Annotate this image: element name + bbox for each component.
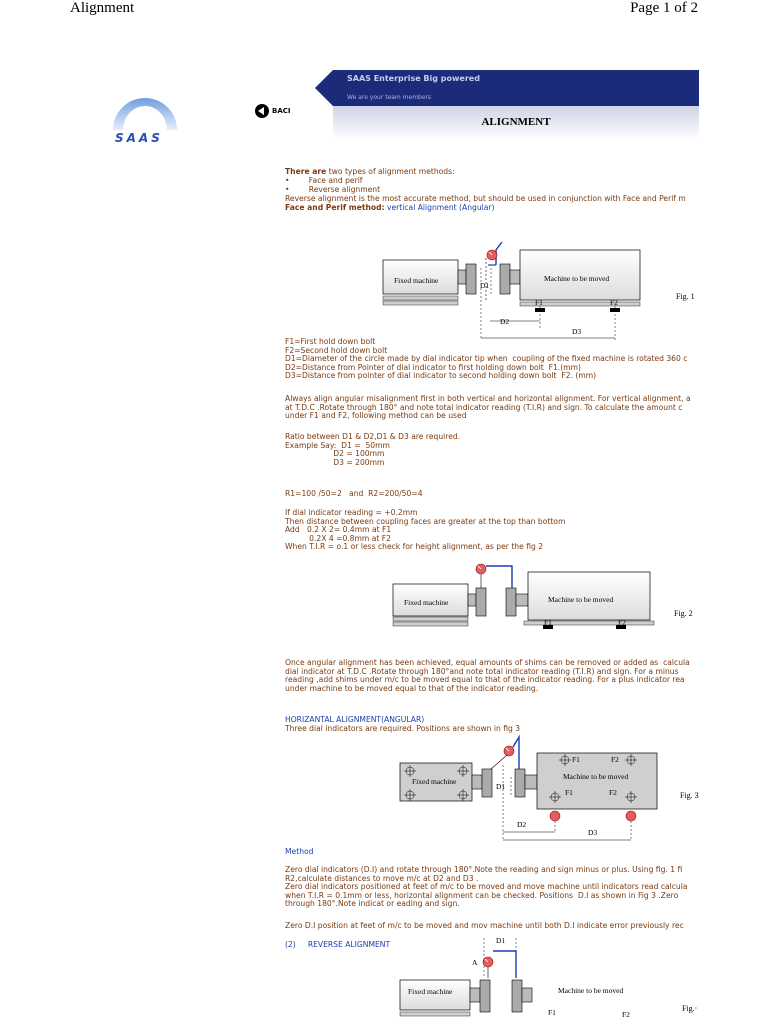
fig3-d3-label: D3 <box>588 828 598 837</box>
fig3-d2-label: D2 <box>517 820 527 829</box>
method-heading: Method <box>285 847 314 856</box>
paragraph-line: at T.D.C .Rotate through 180° and note total indicator reading (T.I.R) and sign. To calculate the amount c <box>285 402 683 412</box>
angular-paragraph <box>285 395 691 421</box>
paragraph-line: Once angular alignment has been achieved, equal amounts of shims can be removed or added as calcula <box>285 658 690 667</box>
fig1-f1-label: F1 <box>535 298 543 307</box>
back-button[interactable] <box>255 104 291 118</box>
fig1-f2-label: F2 <box>610 298 618 307</box>
method-line: through 180°.Note indicat or eading and sign. <box>285 899 460 909</box>
definition-line: D3=Distance from pointer of dial indicator to second holding down bolt F2. (mm) <box>285 371 597 381</box>
banner-title: ALIGNMENT <box>481 116 551 128</box>
fig4-d1-label: D1 <box>496 936 506 945</box>
ratio-line: D3 = 200mm <box>285 457 385 467</box>
figure-2 <box>388 558 700 638</box>
definition-line: F2=Second hold down bolt <box>285 345 388 355</box>
fig1-fixed-label: Fixed machine <box>394 276 439 285</box>
dial-reading-block <box>285 509 565 552</box>
fig4-caption: Fig.· <box>682 1004 698 1013</box>
figure-1 <box>378 238 700 350</box>
paragraph-line: dial indicator at T.D.C .Rotate through 180°and note total indicator reading (T.I.R) and sign. For a minus <box>285 666 679 676</box>
fig1-caption: Fig. 1 <box>676 292 695 301</box>
ratio-block <box>285 433 460 467</box>
intro-bullet-1: • Face and perif <box>285 176 363 185</box>
fig1-d3-label: D3 <box>572 327 582 336</box>
fig2-caption: Fig. 2 <box>674 609 693 618</box>
fig3-f1-bottom-label: F1 <box>565 788 573 797</box>
fig3-f2-bottom-label: F2 <box>609 788 617 797</box>
fig1-moved-label: Machine to be moved <box>544 274 610 283</box>
saas-logo-text: SAAS <box>115 131 163 145</box>
paragraph-line: Always align angular misalignment first in both vertical and horizontal alignment. For vertical alignment, a <box>285 394 691 403</box>
dial-line: If dial indicator reading = +0.2mm <box>285 508 418 517</box>
fig4-moved-label: Machine to be moved <box>558 986 624 995</box>
fig2-f1-label: F1 <box>544 618 552 627</box>
paragraph-line: under F1 and F2, following method can be used <box>285 411 467 421</box>
dial-line: 0.2X 4 =0.8mm at F2 <box>285 533 391 543</box>
dial-line: Then distance between coupling faces are greater at the top than bottom <box>285 516 566 526</box>
intro-lead: There are two types of alignment methods: <box>285 167 455 176</box>
fig2-fixed-label: Fixed machine <box>404 598 449 607</box>
fig4-f1-label: F1 <box>548 1008 556 1017</box>
definition-line: D1=Diameter of the circle made by dial indicator tip when coupling of the fixed machine is rotated 360 c <box>285 354 688 364</box>
intro-note: Reverse alignment is the most accurate method, but should be used in conjunction with Face and Perif m <box>285 194 686 203</box>
method-line: Zero dial indicators positioned at feet of m/c to be moved and move machine until indicators read calcula <box>285 882 688 892</box>
page-number: Page 1 of 2 <box>630 0 698 16</box>
figure-3 <box>395 733 700 843</box>
back-arrow-icon <box>255 104 269 118</box>
ratio-line: Example Say: D1 = 50mm <box>285 440 390 450</box>
ratio-result: R1=100 /50=2 and R2=200/50=4 <box>285 489 423 498</box>
horizontal-text: Three dial indicators are required. Positions are shown in fig 3 <box>285 724 521 733</box>
fig3-f2-top-label: F2 <box>611 755 619 764</box>
fig3-f1-top-label: F1 <box>572 755 580 764</box>
zero-di-line: Zero D.I position at feet of m/c to be moved and mov machine until both D.I indicate error previously rec <box>285 921 684 930</box>
method-line: R2,calculate distances to move m/c at D2 and D3 . <box>285 873 479 883</box>
fig4-f2-label: F2 <box>622 1010 630 1019</box>
ratio-line: D2 = 100mm <box>285 449 385 459</box>
fig2-f2-label: F2 <box>618 618 626 627</box>
dial-line: Add 0.2 X 2= 0.4mm at F1 <box>285 525 392 535</box>
definitions-block <box>285 338 687 381</box>
ratio-line: Ratio between D1 & D2,D1 & D3 are required. <box>285 432 461 441</box>
fig3-d1-label: D1 <box>496 782 506 791</box>
paragraph-line: under machine to be moved equal to that of the indicator reading. <box>285 683 539 693</box>
banner-tagline: We are your team members <box>347 94 432 101</box>
fig3-caption: Fig. 3 <box>680 791 699 800</box>
reverse-heading: (2) REVERSE ALIGNMENT <box>285 940 391 949</box>
back-button-label: BACI <box>272 107 291 115</box>
fig3-moved-label: Machine to be moved <box>563 772 629 781</box>
fig2-moved-label: Machine to be moved <box>548 595 614 604</box>
method-block <box>285 866 688 909</box>
fig3-fixed-label: Fixed machine <box>412 777 457 786</box>
horizontal-heading: HORIZANTAL ALIGNMENT(ANGULAR) <box>285 715 425 724</box>
method-line: when T.I.R = 0.1mm or less, horizontal alignment can be checked. Positions D.I as shown in Fig 3 .Zero <box>285 890 679 900</box>
fig1-d2-label: D2 <box>500 317 510 326</box>
fig1-d1-label: D1 <box>480 281 490 290</box>
face-perif-heading: Face and Perif method: vertical Alignment (Angular) <box>285 203 495 212</box>
shims-paragraph <box>285 659 690 693</box>
method-line: Zero dial indicators (D.I) and rotate through 180°.Note the reading and sign minus or plus. Using fig. 1 fi <box>285 865 683 874</box>
banner-corner <box>315 70 333 106</box>
definition-line: F1=First hold down bolt <box>285 337 376 346</box>
paragraph-line: reading ,add shims under m/c to be moved equal to that of the indicator reading. For a plus indicator rea <box>285 675 685 685</box>
page-header-title: Alignment <box>70 0 135 16</box>
fig4-fixed-label: Fixed machine <box>408 987 453 996</box>
definition-line: D2=Distance from Pointer of dial indicator to first holding down bolt F1.(mm) <box>285 362 581 372</box>
figure-4 <box>398 938 700 1024</box>
dial-line: When T.I.R = o.1 or less check for height alignment, as per the fig 2 <box>285 542 544 552</box>
fig4-a-label: A <box>472 958 478 967</box>
intro-bullet-2: • Reverse alignment <box>285 185 381 194</box>
banner-company: SAAS Enterprise Big powered <box>347 74 480 83</box>
